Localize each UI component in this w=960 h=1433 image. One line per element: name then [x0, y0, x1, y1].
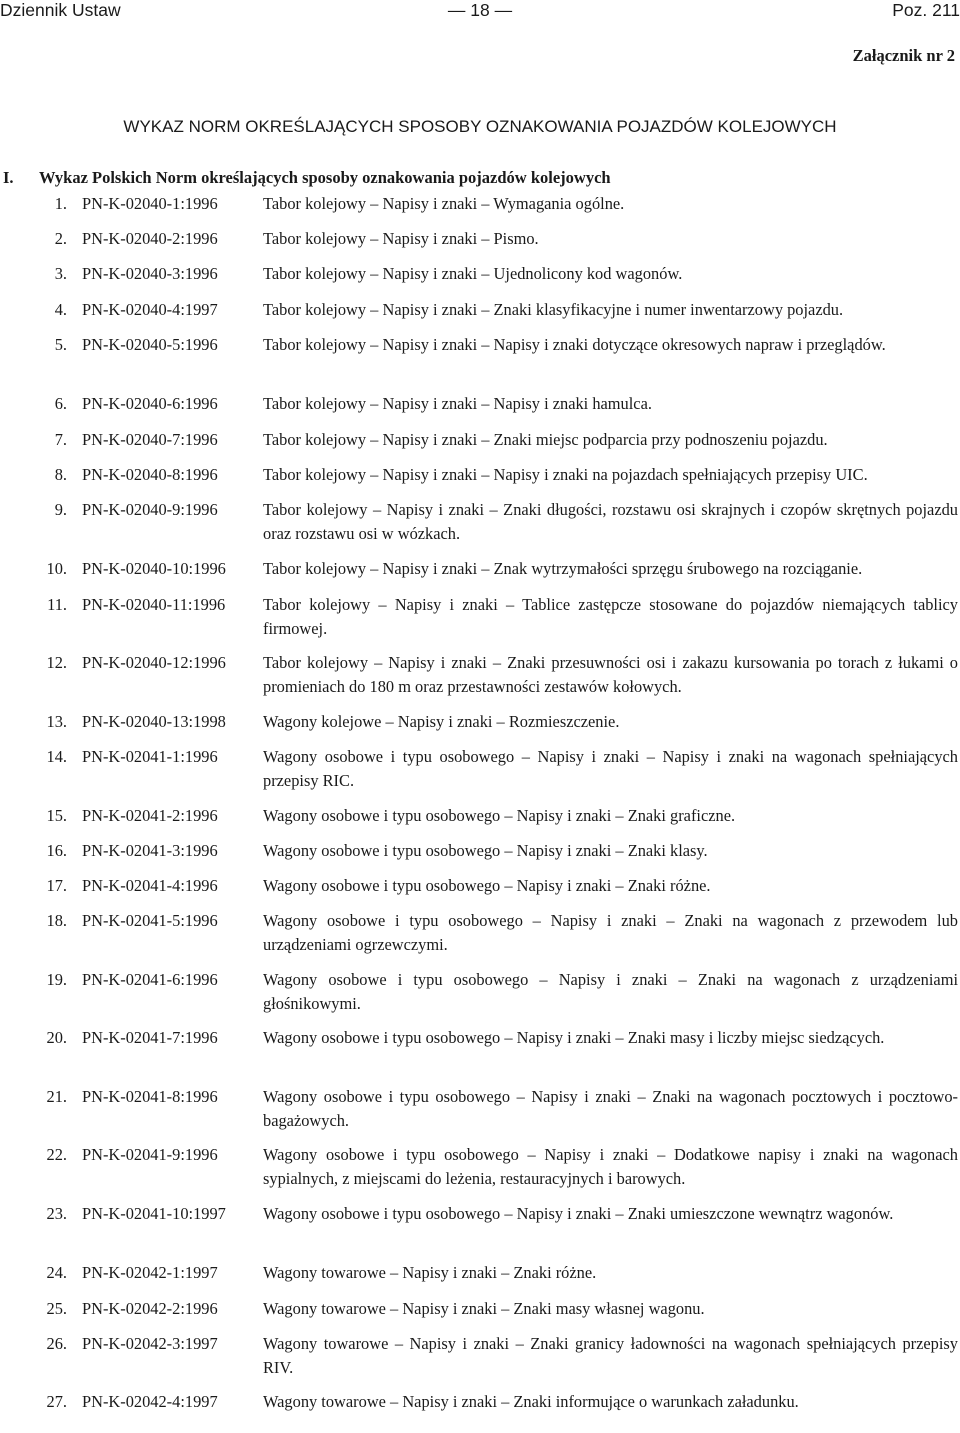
item-number: 21. — [46, 1087, 67, 1106]
item-number: 2. — [54, 229, 67, 248]
standard-description: Wagony osobowe i typu osobowego – Napisy i znaki – Znaki graficzne. — [263, 806, 736, 825]
section-number: I. — [3, 168, 14, 187]
item-number: 13. — [46, 712, 67, 731]
item-number: 6. — [54, 394, 67, 413]
item-number: 18. — [46, 911, 67, 930]
standard-code: PN-K-02040-8:1996 — [82, 465, 218, 484]
item-number: 1. — [54, 194, 67, 213]
standard-description: Tabor kolejowy – Napisy i znaki – Napisy i znaki dotyczące okresowych napraw i przeglądów. — [263, 335, 886, 354]
standard-code: PN-K-02040-1:1996 — [82, 194, 218, 213]
item-number: 8. — [54, 465, 67, 484]
item-number: 15. — [46, 806, 67, 825]
standard-description: Tabor kolejowy – Napisy i znaki – Wymagania ogólne. — [263, 194, 625, 213]
standard-code: PN-K-02041-8:1996 — [82, 1087, 218, 1106]
standard-description: Wagony osobowe i typu osobowego – Napisy i znaki – Znaki umieszczone wewnątrz wagonów. — [263, 1204, 894, 1223]
journal-name: Dziennik Ustaw — [0, 0, 121, 20]
standard-description: Tabor kolejowy – Napisy i znaki – Znak wytrzymałości sprzęgu śrubowego na rozciąganie. — [263, 559, 863, 578]
standard-description: Tabor kolejowy – Napisy i znaki – Znaki długości, rozstawu osi skrajnych i czopów skrętnych pojazdu oraz rozstawu osi w wózkach. — [263, 500, 958, 543]
position-number: Poz. 211 — [892, 0, 960, 20]
item-number: 9. — [54, 500, 67, 519]
standard-code: PN-K-02040-2:1996 — [82, 229, 218, 248]
standard-description: Wagony towarowe – Napisy i znaki – Znaki informujące o warunkach załadunku. — [263, 1392, 799, 1411]
section-title: Wykaz Polskich Norm określających sposoby oznakowania pojazdów kolejowych — [39, 168, 611, 187]
standard-description: Wagony towarowe – Napisy i znaki – Znaki masy własnej wagonu. — [263, 1299, 705, 1318]
standard-description: Wagony kolejowe – Napisy i znaki – Rozmieszczenie. — [263, 712, 620, 731]
standard-code: PN-K-02041-7:1996 — [82, 1028, 218, 1047]
item-number: 25. — [46, 1299, 67, 1318]
standard-code: PN-K-02040-9:1996 — [82, 500, 218, 519]
standard-description: Tabor kolejowy – Napisy i znaki – Napisy i znaki na pojazdach spełniających przepisy UIC. — [263, 465, 868, 484]
standard-code: PN-K-02040-3:1996 — [82, 264, 218, 283]
standard-code: PN-K-02040-6:1996 — [82, 394, 218, 413]
standard-code: PN-K-02040-11:1996 — [82, 595, 226, 614]
standard-description: Wagony osobowe i typu osobowego – Napisy i znaki – Znaki na wagonach z przewodem lub urządzeniami ogrzewczymi. — [263, 911, 958, 954]
item-number: 27. — [46, 1392, 67, 1411]
standard-description: Wagony osobowe i typu osobowego – Napisy i znaki – Znaki masy i liczby miejsc siedzących. — [263, 1028, 885, 1047]
standard-description: Wagony osobowe i typu osobowego – Napisy i znaki – Znaki klasy. — [263, 841, 708, 860]
standard-code: PN-K-02040-10:1996 — [82, 559, 226, 578]
item-number: 24. — [46, 1263, 67, 1282]
standard-description: Wagony osobowe i typu osobowego – Napisy i znaki – Znaki na wagonach z urządzeniami głośnikowymi. — [263, 970, 958, 1013]
item-number: 14. — [46, 747, 67, 766]
item-number: 20. — [46, 1028, 67, 1047]
item-number: 19. — [46, 970, 67, 989]
standard-description: Tabor kolejowy – Napisy i znaki – Znaki miejsc podparcia przy podnoszeniu pojazdu. — [263, 430, 828, 449]
standard-code: PN-K-02041-4:1996 — [82, 876, 218, 895]
standard-description: Wagony towarowe – Napisy i znaki – Znaki granicy ładowności na wagonach spełniających przepisy RIV. — [263, 1334, 958, 1377]
page-header — [0, 0, 960, 24]
item-number: 12. — [46, 653, 67, 672]
standard-code: PN-K-02040-13:1998 — [82, 712, 226, 731]
item-number: 4. — [54, 300, 67, 319]
standard-description: Tabor kolejowy – Napisy i znaki – Napisy i znaki hamulca. — [263, 394, 652, 413]
standard-description: Tabor kolejowy – Napisy i znaki – Ujednolicony kod wagonów. — [263, 264, 683, 283]
document-title: WYKAZ NORM OKREŚLAJĄCYCH SPOSOBY OZNAKOWANIA POJAZDÓW KOLEJOWYCH — [123, 117, 837, 136]
standard-code: PN-K-02041-3:1996 — [82, 841, 218, 860]
item-number: 26. — [46, 1334, 67, 1353]
item-number: 16. — [46, 841, 67, 860]
standard-code: PN-K-02040-5:1996 — [82, 335, 218, 354]
standard-description: Wagony osobowe i typu osobowego – Napisy i znaki – Znaki na wagonach pocztowych i pocztowo-bagażowych. — [263, 1087, 958, 1130]
section-heading — [3, 168, 611, 188]
standard-code: PN-K-02041-2:1996 — [82, 806, 218, 825]
standard-description: Wagony osobowe i typu osobowego – Napisy i znaki – Znaki różne. — [263, 876, 711, 895]
standard-code: PN-K-02042-3:1997 — [82, 1334, 218, 1353]
standard-code: PN-K-02040-7:1996 — [82, 430, 218, 449]
standard-description: Wagony osobowe i typu osobowego – Napisy i znaki – Dodatkowe napisy i znaki na wagonach sypialnych, z miejscami do leżenia, restauracyjnych i barowych. — [263, 1145, 958, 1188]
standard-description: Wagony towarowe – Napisy i znaki – Znaki różne. — [263, 1263, 597, 1282]
standard-code: PN-K-02041-5:1996 — [82, 911, 218, 930]
item-number: 22. — [46, 1145, 67, 1164]
standard-code: PN-K-02041-6:1996 — [82, 970, 218, 989]
standard-code: PN-K-02040-12:1996 — [82, 653, 226, 672]
item-number: 23. — [46, 1204, 67, 1223]
item-number: 3. — [54, 264, 67, 283]
standard-description: Tabor kolejowy – Napisy i znaki – Pismo. — [263, 229, 539, 248]
standard-code: PN-K-02042-1:1997 — [82, 1263, 218, 1282]
standard-description: Tabor kolejowy – Napisy i znaki – Znaki klasyfikacyjne i numer inwentarzowy pojazdu. — [263, 300, 844, 319]
standard-code: PN-K-02040-4:1997 — [82, 300, 218, 319]
standard-description: Wagony osobowe i typu osobowego – Napisy i znaki – Napisy i znaki na wagonach spełniających przepisy RIC. — [263, 747, 958, 790]
item-number: 10. — [46, 559, 67, 578]
item-number: 17. — [46, 876, 67, 895]
standard-description: Tabor kolejowy – Napisy i znaki – Znaki przesuwności osi i zakazu kursowania po torach z łukami o promieniach do 180 m oraz przestawności zestawów kołowych. — [263, 653, 958, 696]
item-number: 5. — [54, 335, 67, 354]
standard-description: Tabor kolejowy – Napisy i znaki – Tablice zastępcze stosowane do pojazdów niemających tablicy firmowej. — [263, 595, 958, 638]
page-number: — 18 — — [447, 0, 513, 20]
item-number: 7. — [54, 430, 67, 449]
standard-code: PN-K-02041-9:1996 — [82, 1145, 218, 1164]
standard-code: PN-K-02041-10:1997 — [82, 1204, 226, 1223]
item-number: 11. — [47, 595, 67, 614]
standard-code: PN-K-02041-1:1996 — [82, 747, 218, 766]
standard-code: PN-K-02042-2:1996 — [82, 1299, 218, 1318]
annex-label: Załącznik nr 2 — [852, 46, 955, 65]
standard-code: PN-K-02042-4:1997 — [82, 1392, 218, 1411]
